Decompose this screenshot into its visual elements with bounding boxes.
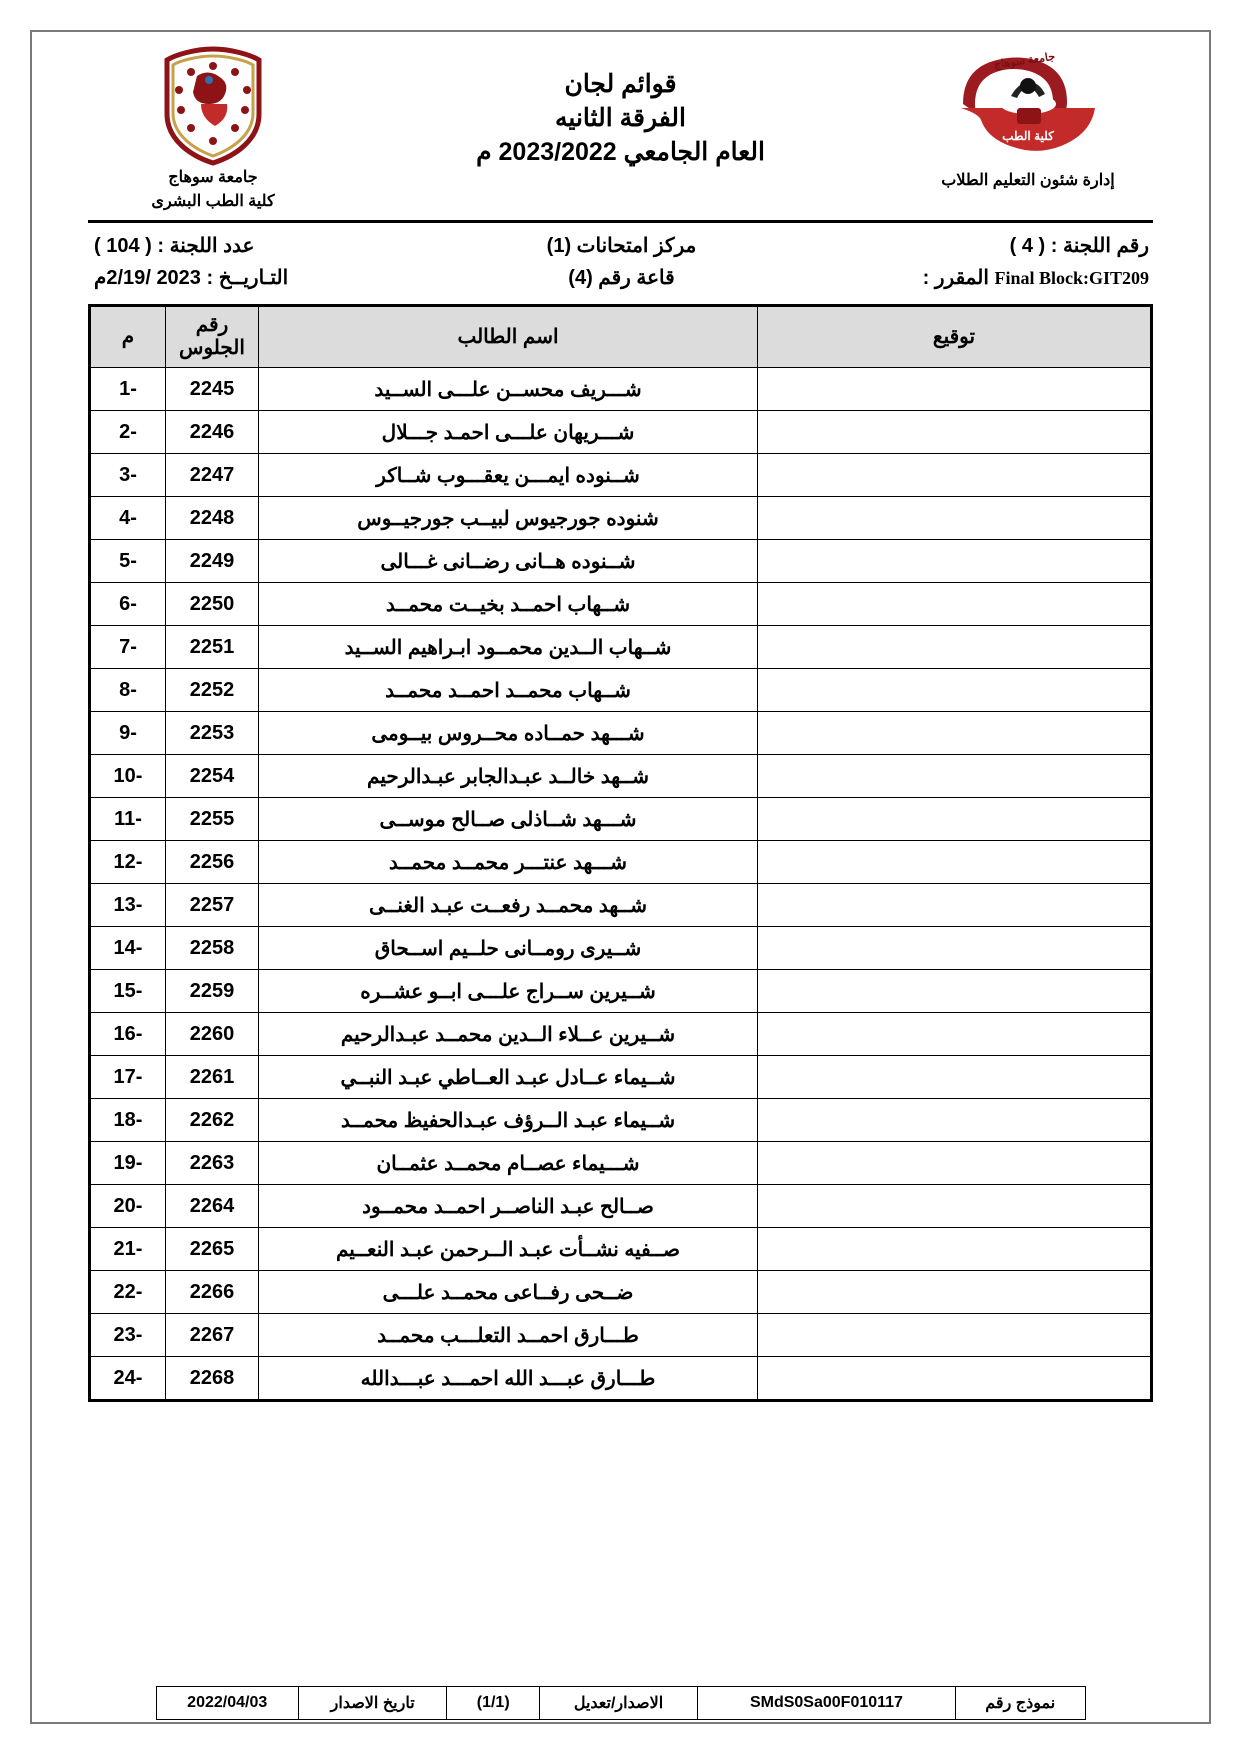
row-index-cell: -13 xyxy=(90,884,166,927)
table-row xyxy=(90,1099,1152,1142)
column-header-seat: رقم الجلوس xyxy=(166,306,259,368)
committee-count: عدد اللجنة : ( 104 ) xyxy=(93,235,255,257)
seat-number-cell: 2259 xyxy=(166,970,259,1013)
signature-cell[interactable] xyxy=(758,884,1152,927)
seat-number-cell: 2262 xyxy=(166,1099,259,1142)
row-index-cell: -15 xyxy=(90,970,166,1013)
seat-number-cell: 2256 xyxy=(166,841,259,884)
row-index-cell: -11 xyxy=(90,798,166,841)
course-code: Final Block:GIT209 xyxy=(994,268,1149,288)
table-row xyxy=(90,540,1152,583)
row-index-cell: -24 xyxy=(90,1357,166,1401)
students-table-body xyxy=(90,368,1152,1401)
table-row xyxy=(90,1013,1152,1056)
student-name-cell: شــيماء عــادل عبـد العــاطي عبـد النبــي xyxy=(259,1056,758,1099)
student-name-cell: شــهاب احمــد بخيــت محمــد xyxy=(259,583,758,626)
seat-number-cell: 2267 xyxy=(166,1314,259,1357)
student-name-cell: شــيرى رومــانى حلــيم اســحاق xyxy=(259,927,758,970)
seat-number-cell: 2250 xyxy=(166,583,259,626)
row-index-cell: -20 xyxy=(90,1185,166,1228)
row-index-cell: -5 xyxy=(90,540,166,583)
row-index-cell: -2 xyxy=(90,411,166,454)
signature-cell[interactable] xyxy=(758,1013,1152,1056)
seat-number-cell: 2265 xyxy=(166,1228,259,1271)
signature-cell[interactable] xyxy=(758,841,1152,884)
table-row xyxy=(90,368,1152,411)
table-row xyxy=(90,411,1152,454)
signature-cell[interactable] xyxy=(758,669,1152,712)
footer-table xyxy=(156,1686,1086,1720)
row-index-cell: -12 xyxy=(90,841,166,884)
student-name-cell: شــيرين عــلاء الــدين محمــد عبـدالرحيم xyxy=(259,1013,758,1056)
signature-cell[interactable] xyxy=(758,583,1152,626)
footer-row xyxy=(156,1687,1085,1720)
table-row xyxy=(90,1228,1152,1271)
admin-unit-label: إدارة شئون التعليم الطلاب xyxy=(941,172,1115,189)
faculty-logo-block xyxy=(903,46,1153,190)
issue-date-label: تاريخ الاصدار xyxy=(298,1687,446,1720)
student-name-cell: شــنوده ايمـــن يعقـــوب شــاكر xyxy=(259,454,758,497)
seat-number-cell: 2257 xyxy=(166,884,259,927)
signature-cell[interactable] xyxy=(758,411,1152,454)
row-index-cell: -23 xyxy=(90,1314,166,1357)
svg-text:جامعة سوهاج: جامعة سوهاج xyxy=(993,50,1056,72)
row-index-cell: -4 xyxy=(90,497,166,540)
form-number-value: SMdS0Sa00F010117 xyxy=(697,1687,955,1720)
seat-number-cell: 2261 xyxy=(166,1056,259,1099)
table-row xyxy=(90,1314,1152,1357)
row-index-cell: -17 xyxy=(90,1056,166,1099)
students-table xyxy=(88,304,1153,1402)
signature-cell[interactable] xyxy=(758,798,1152,841)
student-name-cell: طـــارق احمــد التعلـــب محمــد xyxy=(259,1314,758,1357)
signature-cell[interactable] xyxy=(758,497,1152,540)
table-row xyxy=(90,927,1152,970)
meta-block xyxy=(88,233,1153,290)
meta-row-2 xyxy=(88,265,1153,290)
header-divider xyxy=(88,220,1153,223)
seat-number-cell: 2264 xyxy=(166,1185,259,1228)
student-name-cell: شــهد خالــد عبـدالجابر عبـدالرحيم xyxy=(259,755,758,798)
document-title-block xyxy=(338,46,903,169)
document-footer xyxy=(0,1686,1241,1720)
table-row xyxy=(90,1185,1152,1228)
signature-cell[interactable] xyxy=(758,1185,1152,1228)
document-header xyxy=(88,46,1153,214)
page-content xyxy=(88,26,1153,1402)
seat-number-cell: 2268 xyxy=(166,1357,259,1401)
table-row xyxy=(90,1056,1152,1099)
row-index-cell: -8 xyxy=(90,669,166,712)
signature-cell[interactable] xyxy=(758,454,1152,497)
student-name-cell: صــفيه نشــأت عبـد الــرحمن عبـد النعــيم xyxy=(259,1228,758,1271)
table-row xyxy=(90,1357,1152,1401)
seat-number-cell: 2248 xyxy=(166,497,259,540)
university-logo-block xyxy=(88,46,338,214)
hall-number: قاعة رقم (4) xyxy=(568,267,675,289)
signature-cell[interactable] xyxy=(758,1099,1152,1142)
seat-number-cell: 2258 xyxy=(166,927,259,970)
table-row xyxy=(90,712,1152,755)
title-line-2: الفرقة الثانيه xyxy=(555,103,686,132)
meta-row-1 xyxy=(88,233,1153,258)
student-name-cell: ضــحى رفــاعى محمــد علـــى xyxy=(259,1271,758,1314)
table-row xyxy=(90,626,1152,669)
column-header-name: اسم الطالب xyxy=(259,306,758,368)
table-row xyxy=(90,1271,1152,1314)
signature-cell[interactable] xyxy=(758,927,1152,970)
student-name-cell: شــيماء عبـد الــرؤف عبـدالحفيظ محمــد xyxy=(259,1099,758,1142)
row-index-cell: -1 xyxy=(90,368,166,411)
seat-number-cell: 2260 xyxy=(166,1013,259,1056)
table-row xyxy=(90,583,1152,626)
student-name-cell: شنوده جورجيوس لبيــب جورجيــوس xyxy=(259,497,758,540)
row-index-cell: -9 xyxy=(90,712,166,755)
issue-date-value: 2022/04/03 xyxy=(156,1687,298,1720)
seat-number-cell: 2255 xyxy=(166,798,259,841)
signature-cell[interactable] xyxy=(758,1357,1152,1401)
signature-cell[interactable] xyxy=(758,712,1152,755)
edition-label: الاصدار/تعديل xyxy=(540,1687,698,1720)
signature-cell[interactable] xyxy=(758,1314,1152,1357)
seat-number-cell: 2249 xyxy=(166,540,259,583)
seat-number-cell: 2245 xyxy=(166,368,259,411)
suhag-university-shield-logo xyxy=(157,46,269,166)
table-row xyxy=(90,798,1152,841)
table-row xyxy=(90,669,1152,712)
student-name-cell: صــالح عبـد الناصــر احمــد محمــود xyxy=(259,1185,758,1228)
student-name-cell: طـــارق عبـــد الله احمـــد عبـــدالله xyxy=(259,1357,758,1401)
table-row xyxy=(90,454,1152,497)
row-index-cell: -19 xyxy=(90,1142,166,1185)
seat-number-cell: 2251 xyxy=(166,626,259,669)
student-name-cell: شــيرين ســراج علـــى ابــو عشــره xyxy=(259,970,758,1013)
exam-center: مركز امتحانات (1) xyxy=(546,235,697,257)
table-row xyxy=(90,841,1152,884)
student-name-cell: شـــهد حمــاده محــروس بيــومى xyxy=(259,712,758,755)
table-header-row xyxy=(90,306,1152,368)
student-name-cell: شـــريف محســن علـــى الســيد xyxy=(259,368,758,411)
seat-number-cell: 2246 xyxy=(166,411,259,454)
row-index-cell: -10 xyxy=(90,755,166,798)
student-name-cell: شــهد محمــد رفعــت عبـد الغنــى xyxy=(259,884,758,927)
row-index-cell: -3 xyxy=(90,454,166,497)
seat-number-cell: 2252 xyxy=(166,669,259,712)
svg-text:كلية الطب: كلية الطب xyxy=(1002,129,1054,143)
table-row xyxy=(90,497,1152,540)
seat-number-cell: 2263 xyxy=(166,1142,259,1185)
signature-cell[interactable] xyxy=(758,368,1152,411)
student-name-cell: شــهاب محمــد احمــد محمــد xyxy=(259,669,758,712)
row-index-cell: -14 xyxy=(90,927,166,970)
signature-cell[interactable] xyxy=(758,626,1152,669)
signature-cell[interactable] xyxy=(758,1056,1152,1099)
edition-value: (1/1) xyxy=(447,1687,540,1720)
signature-cell[interactable] xyxy=(758,1271,1152,1314)
exam-date: التـاريــخ : 2023 /2/19م xyxy=(93,267,289,289)
table-row xyxy=(90,884,1152,927)
seat-number-cell: 2247 xyxy=(166,454,259,497)
form-number-label: نموذج رقم xyxy=(955,1687,1085,1720)
seat-number-cell: 2253 xyxy=(166,712,259,755)
student-name-cell: شــهاب الــدين محمــود ابـراهيم الســيد xyxy=(259,626,758,669)
signature-cell[interactable] xyxy=(758,1228,1152,1271)
signature-cell[interactable] xyxy=(758,1142,1152,1185)
seat-number-cell: 2266 xyxy=(166,1271,259,1314)
row-index-cell: -21 xyxy=(90,1228,166,1271)
committee-number: رقم اللجنة : ( 4 ) xyxy=(1009,235,1149,257)
column-header-index: م xyxy=(90,306,166,368)
student-name-cell: شــنوده هــانى رضــانى غـــالى xyxy=(259,540,758,583)
title-line-1: قوائم لجان xyxy=(564,70,677,98)
row-index-cell: -22 xyxy=(90,1271,166,1314)
column-header-signature: توقيع xyxy=(758,306,1152,368)
table-row xyxy=(90,1142,1152,1185)
suhag-faculty-of-medicine-logo xyxy=(953,46,1103,154)
signature-cell[interactable] xyxy=(758,970,1152,1013)
faculty-name: كلية الطب البشرى xyxy=(151,193,275,210)
seat-number-cell: 2254 xyxy=(166,755,259,798)
table-row xyxy=(90,755,1152,798)
student-name-cell: شـــهد عنتـــر محمــد محمــد xyxy=(259,841,758,884)
table-row xyxy=(90,970,1152,1013)
student-name-cell: شـــهد شــاذلى صــالح موســى xyxy=(259,798,758,841)
student-name-cell: شـــيماء عصــام محمــد عثمــان xyxy=(259,1142,758,1185)
student-name-cell: شـــريهان علـــى احمـد جـــلال xyxy=(259,411,758,454)
signature-cell[interactable] xyxy=(758,755,1152,798)
row-index-cell: -6 xyxy=(90,583,166,626)
course-field xyxy=(797,265,1153,290)
signature-cell[interactable] xyxy=(758,540,1152,583)
title-line-3: العام الجامعي 2023/2022 م xyxy=(476,137,765,166)
row-index-cell: -7 xyxy=(90,626,166,669)
university-name: جامعة سوهاج xyxy=(168,169,258,186)
course-label: المقرر : xyxy=(922,267,989,289)
row-index-cell: -16 xyxy=(90,1013,166,1056)
row-index-cell: -18 xyxy=(90,1099,166,1142)
